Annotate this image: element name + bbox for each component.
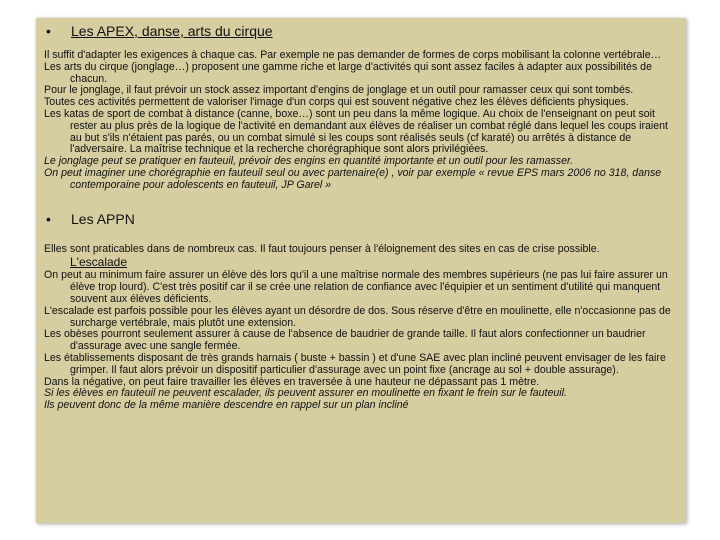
section-title: Les APPN (71, 210, 135, 227)
slide-content (44, 22, 680, 412)
paragraph: Les katas de sport de combat à distance (canne, boxe…) sont un peu dans la même logique. Au choix de l'enseignant on peut soit rester au plus près de la logique de l'activité en demandant aux élèves de réaliser un combat réglé dans lequel les coups iraient au but s'ils n'étaient pas parés, ou un combat simulé si les coups sont réalisés seuls (cf karaté) ou arrêtés à distance de l'adversaire. La maîtrise technique et la recherche chorégraphique sont alors privilégiées. (44, 107, 668, 156)
paragraph: Il suffit d'adapter les exigences à chaque cas. Par exemple ne pas demander de formes de corps mobilisant la colonne vertébrale… (44, 49, 662, 61)
paragraph: Les établissements disposant de très grands harnais ( buste + bassin ) et d'une SAE avec plan incliné peuvent envisager de les faire grimper. Il faut alors prévoir un dispositif particulier d'assurage avec un point fixe (ancrage au sol + double assurage). (44, 351, 666, 376)
intro-paragraph: Elles sont praticables dans de nombreux cas. Il faut toujours penser à l'éloignement des sites en cas de crise possible. (44, 242, 600, 255)
section-title: Les APEX, danse, arts du cirque (71, 23, 273, 39)
paragraph: Toutes ces activités permettent de valoriser l'image d'un corps qui est souvent négative chez les élèves déficients physiques. (44, 96, 629, 109)
bullet: • (46, 210, 51, 227)
paragraph: Les obèses pourront seulement assurer à cause de l'absence de baudrier de grande taille. Il faut alors confectionner un baudrier d'assurage avec une sangle fermée. (44, 328, 646, 353)
italic-paragraph: Ils peuvent donc de la même manière descendre en rappel sur un plan incliné (44, 399, 409, 412)
section-heading-appn (44, 210, 680, 228)
slide (36, 18, 686, 523)
subsection-title: L'escalade (70, 255, 127, 270)
bullet: • (46, 23, 51, 39)
italic-paragraph: On peut imaginer une chorégraphie en fauteuil seul ou avec partenaire(e) , voir par exemple « revue EPS mars 2006 no 318, danse contemporaine pour adolescents en fauteuil, JP Garel » (44, 166, 662, 191)
paragraph: Pour le jonglage, il faut prévoir un stock assez important d'engins de jonglage et un outil pour ramasser ceux qui sont tombés. (44, 84, 634, 97)
paragraph: Dans la négative, on peut faire travailler les élèves en traversée à une hauteur ne dépassant pas 1 mètre. (44, 375, 540, 388)
italic-paragraph: Si les élèves en fauteuil ne peuvent escalader, ils peuvent assurer en moulinette en fixant le frein sur le fauteuil. (44, 387, 567, 400)
paragraph: Les arts du cirque (jonglage…) proposent une gamme riche et large d'activités qui sont assez faciles à adapter aux possibilités de chacun. (44, 60, 652, 85)
paragraph: On peut au minimum faire assurer un élève dès lors qu'il a une maîtrise normale des membres supérieurs (ne pas lui faire assurer un élève trop lourd). C'est très positif car il se crée une relation de confiance avec l'équipier et un sentiment d'utilité qui manquent souvent aux élèves déficients. (44, 269, 668, 305)
paragraph: L'escalade est parfois possible pour les élèves ayant un désordre de dos. Sous réserve d'être en moulinette, elle n'occasionne pas de surcharge vertébrale, mais plutôt une extension. (44, 304, 671, 329)
italic-paragraph: Le jonglage peut se pratiquer en fauteuil, prévoir des engins en quantité importante et un outil pour les ramasser. (44, 155, 574, 168)
section-heading-apex (44, 22, 680, 40)
